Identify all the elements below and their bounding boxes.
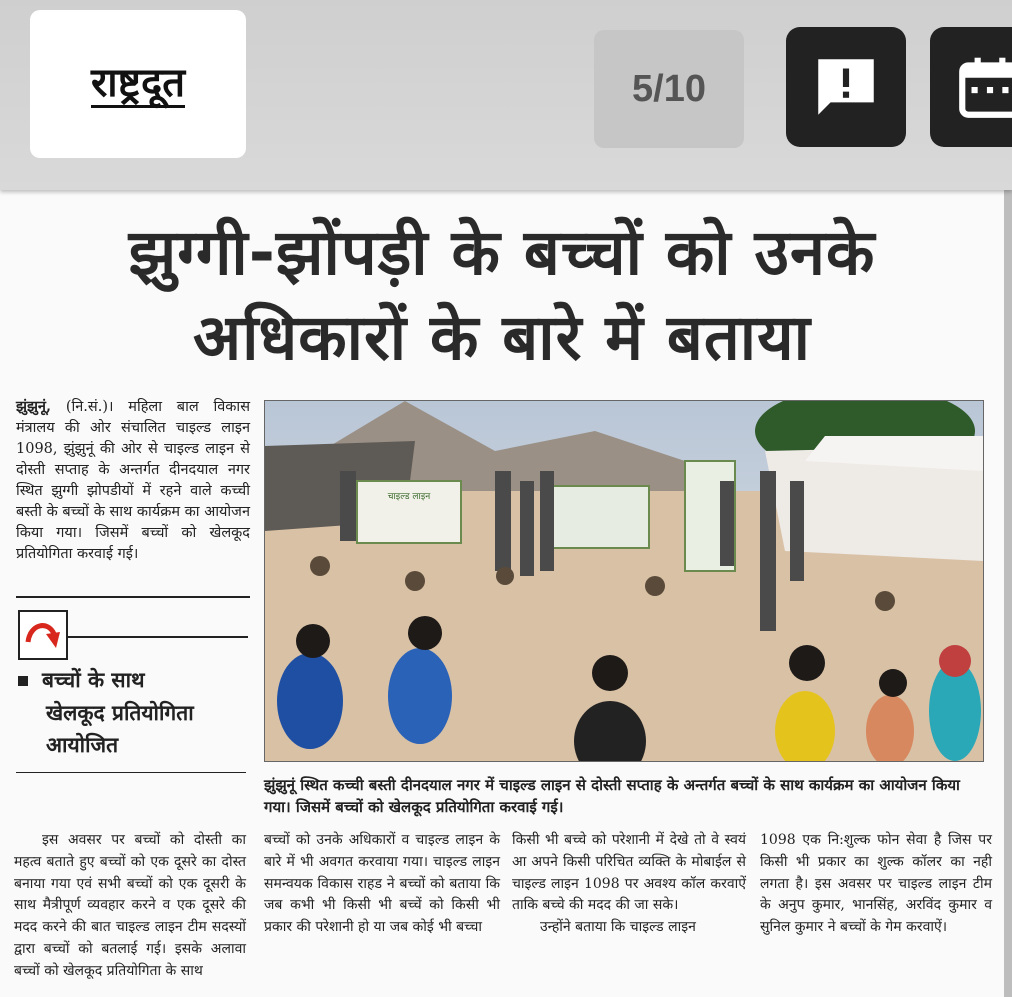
subhead-line-2: खेलकूद प्रतियोगिता	[46, 700, 194, 725]
subhead-line-3: आयोजित	[46, 733, 119, 758]
divider	[66, 636, 248, 638]
banner-text: चाइल्ड लाइन	[387, 492, 431, 502]
body-column-4: 1098 एक नि:शुल्क फोन सेवा है जिस पर किसी भी प्रकार का शुल्क कॉलर का नही लगता है। इस अवसर पर चाइल्ड लाइन टीम के अनुप कुमार, भानसिंह, अरविंद कुमार व सुनिल कुमार ने बच्चों के गेम करवाऐं।	[760, 832, 992, 936]
dateline: झुंझुनूं,	[16, 398, 52, 415]
photo-caption: झुंझुनूं स्थित कच्ची बस्ती दीनदयाल नगर में चाइल्ड लाइन से दोस्ती सप्ताह के अन्तर्गत बच्चों के साथ कार्यक्रम का आयोजन किया गया। जिसमें बच्चों को खेलकूद प्रतियोगिता करवाई गई।	[264, 776, 960, 816]
report-icon	[809, 50, 883, 124]
logo-text: राष्ट्रदूत	[90, 58, 186, 106]
body-column-2: बच्चों को उनके अधिकारों व चाइल्ड लाइन के बारे में भी अवगत करवाया गया। चाइल्ड लाइन समन्वयक विकास राहड ने बच्चों को बताया कि जब कभी भी किसी भी बच्चें को किसी भी प्रकार की परेशानी हो या जब कोई भी बच्चा	[264, 832, 500, 936]
subhead-line-1: बच्चों के साथ	[42, 668, 145, 692]
body-column-1: इस अवसर पर बच्चों को दोस्ती का महत्व बताते हुए बच्चों को एक दूसरे का दोस्त बनाया गया एवं सभी बच्चों को एक दूसरी के साथ मैत्रीपूर्ण व्यवहार करने व एक दूसरे की मदद करने की बात चाइल्ड लाइन टीम सदस्यों द्वारा बच्चों को बतलाई गई। इसके अलावा बच्चों को खेलकूद प्रतियोगिता के साथ	[14, 832, 246, 979]
page-counter: 5/10	[594, 30, 744, 148]
headline-line-2: अधिकारों के बारे में बताया	[193, 301, 811, 375]
article-headline	[0, 210, 1004, 380]
viewer-toolbar	[0, 0, 1012, 190]
children-playing-photo	[265, 401, 983, 761]
lede-text: (नि.सं.)। महिला बाल विकास मंत्रालय की ओर संचालित चाइल्ड लाइन 1098, झुंझुनूं की ओर से चाइल्ड लाइन से दोस्ती सप्ताह के अन्तर्गत दीनदयाल नगर स्थित झुग्गी झोपडीयों में रहने वाले कच्ची बस्ती के बच्चों के साथ कार्यक्रम का आयोजन किया गया। जिसमें बच्चों को खेलकूद प्रतियोगिता करवाई गई।	[16, 399, 250, 563]
divider	[16, 596, 250, 598]
newspaper-logo[interactable]	[30, 10, 246, 158]
sub-headline	[18, 664, 248, 762]
calendar-icon	[953, 50, 1012, 124]
article-lede	[16, 396, 250, 565]
column-3-paragraph-2: उन्होंने बताया कि चाइल्ड लाइन	[540, 919, 696, 936]
page-edge-shadow	[1004, 190, 1012, 997]
divider	[16, 772, 246, 773]
headline-line-1: झुग्गी-झोंपड़ी के बच्चों को उनके	[128, 216, 876, 289]
newspaper-page	[0, 190, 1004, 997]
body-column-3	[512, 830, 746, 939]
bullet-icon	[18, 676, 28, 686]
curved-arrow-icon	[20, 612, 66, 658]
calendar-button[interactable]	[930, 27, 1012, 147]
report-button[interactable]	[786, 27, 906, 147]
column-3-paragraph-1: किसी भी बच्चे को परेशानी में देखे तो वे स्वयं आ अपने किसी परिचित व्यक्ति के मोबाईल से चाइल्ड लाइन 1098 पर अवश्य कॉल करवाऐं ताकि बच्चे की मदद की जा सके।	[512, 832, 746, 914]
article-photo[interactable]	[264, 400, 984, 762]
arrow-graphic	[18, 610, 68, 660]
